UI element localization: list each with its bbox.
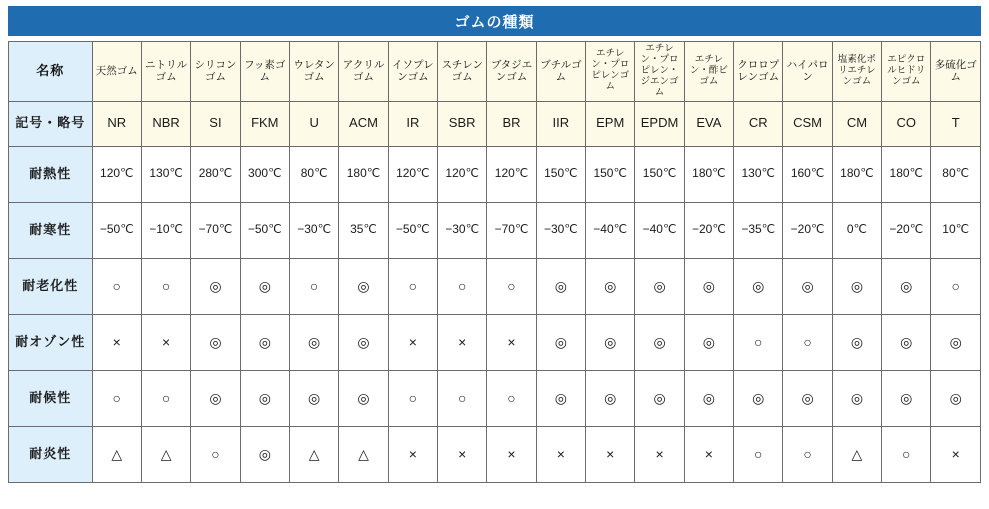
rubber-code-cell: EPDM <box>635 101 684 146</box>
rubber-name-label: クロロプレンゴム <box>737 59 780 84</box>
rating-cell: ○ <box>388 258 437 314</box>
value-cell: 180℃ <box>832 146 881 202</box>
rating-cell: ◎ <box>191 258 240 314</box>
rubber-name-cell <box>141 42 190 102</box>
rating-cell: ◎ <box>586 314 635 370</box>
row-header: 名称 <box>9 42 93 102</box>
rating-cell: ◎ <box>931 314 981 370</box>
value-cell: −35℃ <box>734 202 783 258</box>
rating-cell: ◎ <box>783 258 832 314</box>
rubber-name-cell <box>536 42 585 102</box>
rating-cell: ○ <box>931 258 981 314</box>
rubber-name-label: アクリルゴム <box>342 59 385 84</box>
rating-cell: ◎ <box>240 258 289 314</box>
value-cell: 120℃ <box>92 146 141 202</box>
rating-cell: △ <box>832 426 881 482</box>
value-cell: 130℃ <box>141 146 190 202</box>
rating-cell: △ <box>141 426 190 482</box>
rating-cell: ◎ <box>832 258 881 314</box>
rating-cell: ◎ <box>684 314 733 370</box>
rubber-name-label: エチレン・プロピレンゴム <box>591 48 630 93</box>
value-cell: 150℃ <box>635 146 684 202</box>
rating-cell: ○ <box>734 426 783 482</box>
rating-cell: × <box>388 314 437 370</box>
rubber-name-cell <box>832 42 881 102</box>
row-header: 耐オゾン性 <box>9 314 93 370</box>
rubber-name-cell <box>586 42 635 102</box>
rating-cell: ◎ <box>289 370 338 426</box>
value-cell: 35℃ <box>339 202 388 258</box>
value-cell: 120℃ <box>487 146 536 202</box>
rating-cell: ◎ <box>684 370 733 426</box>
rubber-code-cell: IR <box>388 101 437 146</box>
rating-cell: ◎ <box>289 314 338 370</box>
rubber-name-cell <box>684 42 733 102</box>
row-header: 記号・略号 <box>9 101 93 146</box>
value-cell: −20℃ <box>783 202 832 258</box>
value-cell: 150℃ <box>536 146 585 202</box>
table-row <box>9 258 981 314</box>
value-cell: 130℃ <box>734 146 783 202</box>
rubber-name-cell <box>388 42 437 102</box>
value-cell: −10℃ <box>141 202 190 258</box>
rubber-name-label: エピクロルヒドリンゴム <box>887 53 926 87</box>
rubber-code-cell: T <box>931 101 981 146</box>
rubber-name-label: スチレンゴム <box>441 59 483 84</box>
rating-cell: ○ <box>92 370 141 426</box>
rating-cell: × <box>92 314 141 370</box>
rating-cell: ◎ <box>191 370 240 426</box>
rating-cell: ○ <box>783 426 832 482</box>
value-cell: −50℃ <box>240 202 289 258</box>
rating-cell: ◎ <box>536 258 585 314</box>
rating-cell: ○ <box>882 426 931 482</box>
value-cell: −50℃ <box>92 202 141 258</box>
rating-cell: ◎ <box>882 258 931 314</box>
row-header: 耐熱性 <box>9 146 93 202</box>
rating-cell: ○ <box>438 370 487 426</box>
rubber-name-label: ハイパロン <box>786 59 829 84</box>
rating-cell: ◎ <box>536 370 585 426</box>
rating-cell: ○ <box>783 314 832 370</box>
rubber-code-cell: EVA <box>684 101 733 146</box>
rating-cell: × <box>536 426 585 482</box>
rating-cell: ◎ <box>586 370 635 426</box>
value-cell: −40℃ <box>586 202 635 258</box>
rating-cell: △ <box>92 426 141 482</box>
rating-cell: × <box>487 314 536 370</box>
rubber-name-cell <box>487 42 536 102</box>
rubber-name-label: 天然ゴム <box>95 65 138 78</box>
rubber-name-cell <box>191 42 240 102</box>
value-cell: 120℃ <box>388 146 437 202</box>
rating-cell: × <box>388 426 437 482</box>
rating-cell: ◎ <box>783 370 832 426</box>
rubber-name-label: ブタジエンゴム <box>490 59 533 84</box>
rating-cell: ◎ <box>635 370 684 426</box>
rating-cell: ◎ <box>240 426 289 482</box>
rating-cell: ○ <box>388 370 437 426</box>
value-cell: −70℃ <box>487 202 536 258</box>
rating-cell: ◎ <box>240 370 289 426</box>
rubber-name-cell <box>92 42 141 102</box>
rating-cell: × <box>438 426 487 482</box>
rubber-code-cell: U <box>289 101 338 146</box>
value-cell: 180℃ <box>882 146 931 202</box>
rating-cell: × <box>438 314 487 370</box>
rating-cell: × <box>635 426 684 482</box>
table-row <box>9 426 981 482</box>
rating-cell: ◎ <box>635 258 684 314</box>
rubber-code-cell: CO <box>882 101 931 146</box>
value-cell: −20℃ <box>684 202 733 258</box>
row-header: 耐候性 <box>9 370 93 426</box>
value-cell: 0℃ <box>832 202 881 258</box>
rubber-name-cell <box>635 42 684 102</box>
value-cell: 80℃ <box>289 146 338 202</box>
value-cell: 150℃ <box>586 146 635 202</box>
rubber-name-label: エチレン・酢ビゴム <box>689 53 728 87</box>
rubber-name-cell <box>931 42 981 102</box>
value-cell: −30℃ <box>289 202 338 258</box>
rubber-code-cell: BR <box>487 101 536 146</box>
value-cell: 280℃ <box>191 146 240 202</box>
rubber-code-cell: CSM <box>783 101 832 146</box>
rating-cell: ○ <box>141 258 190 314</box>
table-row <box>9 42 981 102</box>
table-row <box>9 202 981 258</box>
rating-cell: ◎ <box>882 370 931 426</box>
rubber-code-cell: ACM <box>339 101 388 146</box>
rating-cell: ◎ <box>339 370 388 426</box>
rubber-name-label: イソプレンゴム <box>392 59 434 84</box>
rating-cell: ○ <box>141 370 190 426</box>
value-cell: −30℃ <box>536 202 585 258</box>
rating-cell: △ <box>289 426 338 482</box>
rubber-name-cell <box>882 42 931 102</box>
rating-cell: ○ <box>487 370 536 426</box>
rubber-name-label: シリコンゴム <box>194 59 237 84</box>
row-header: 耐老化性 <box>9 258 93 314</box>
rubber-code-cell: EPM <box>586 101 635 146</box>
rating-cell: ○ <box>289 258 338 314</box>
rating-cell: ◎ <box>832 314 881 370</box>
rubber-code-cell: NR <box>92 101 141 146</box>
value-cell: 80℃ <box>931 146 981 202</box>
rubber-name-label: 塩素化ポリエチレンゴム <box>837 53 876 87</box>
rubber-name-cell <box>438 42 487 102</box>
rubber-code-cell: SBR <box>438 101 487 146</box>
rubber-name-label: ブチルゴム <box>540 59 582 84</box>
value-cell: −40℃ <box>635 202 684 258</box>
rubber-properties-table <box>8 41 981 483</box>
rubber-code-cell: CM <box>832 101 881 146</box>
rubber-code-cell: SI <box>191 101 240 146</box>
rubber-name-cell <box>734 42 783 102</box>
rating-cell: × <box>141 314 190 370</box>
value-cell: 120℃ <box>438 146 487 202</box>
table-row <box>9 146 981 202</box>
rating-cell: ◎ <box>832 370 881 426</box>
rating-cell: ◎ <box>882 314 931 370</box>
rating-cell: × <box>931 426 981 482</box>
rubber-name-label: フッ素ゴム <box>244 59 286 84</box>
value-cell: −20℃ <box>882 202 931 258</box>
rubber-name-label: 多硫化ゴム <box>934 59 977 84</box>
rating-cell: △ <box>339 426 388 482</box>
value-cell: −70℃ <box>191 202 240 258</box>
rating-cell: ◎ <box>684 258 733 314</box>
value-cell: 160℃ <box>783 146 832 202</box>
rubber-code-cell: IIR <box>536 101 585 146</box>
rubber-name-cell <box>240 42 289 102</box>
table-row <box>9 370 981 426</box>
value-cell: −50℃ <box>388 202 437 258</box>
rubber-name-label: エチレン・プロピレン・ジエンゴム <box>640 43 679 98</box>
table-row <box>9 101 981 146</box>
value-cell: 10℃ <box>931 202 981 258</box>
table-row <box>9 314 981 370</box>
rubber-code-cell: FKM <box>240 101 289 146</box>
value-cell: 180℃ <box>684 146 733 202</box>
value-cell: 300℃ <box>240 146 289 202</box>
rating-cell: ○ <box>191 426 240 482</box>
rating-cell: ◎ <box>586 258 635 314</box>
rubber-code-cell: NBR <box>141 101 190 146</box>
rubber-name-label: ニトリルゴム <box>145 59 188 84</box>
rating-cell: ◎ <box>339 258 388 314</box>
rating-cell: ◎ <box>734 258 783 314</box>
rating-cell: ◎ <box>240 314 289 370</box>
rubber-name-cell <box>339 42 388 102</box>
value-cell: −30℃ <box>438 202 487 258</box>
rating-cell: ○ <box>487 258 536 314</box>
rating-cell: × <box>684 426 733 482</box>
rating-cell: ◎ <box>191 314 240 370</box>
rating-cell: ○ <box>92 258 141 314</box>
rubber-name-cell <box>783 42 832 102</box>
page-title: ゴムの種類 <box>8 6 981 36</box>
rating-cell: ◎ <box>635 314 684 370</box>
rubber-name-cell <box>289 42 338 102</box>
rubber-code-cell: CR <box>734 101 783 146</box>
rating-cell: × <box>487 426 536 482</box>
rating-cell: ○ <box>438 258 487 314</box>
row-header: 耐炎性 <box>9 426 93 482</box>
rating-cell: ◎ <box>931 370 981 426</box>
rating-cell: ○ <box>734 314 783 370</box>
value-cell: 180℃ <box>339 146 388 202</box>
rating-cell: ◎ <box>536 314 585 370</box>
rating-cell: ◎ <box>339 314 388 370</box>
rating-cell: × <box>586 426 635 482</box>
rating-cell: ◎ <box>734 370 783 426</box>
rubber-name-label: ウレタンゴム <box>293 59 335 84</box>
row-header: 耐寒性 <box>9 202 93 258</box>
